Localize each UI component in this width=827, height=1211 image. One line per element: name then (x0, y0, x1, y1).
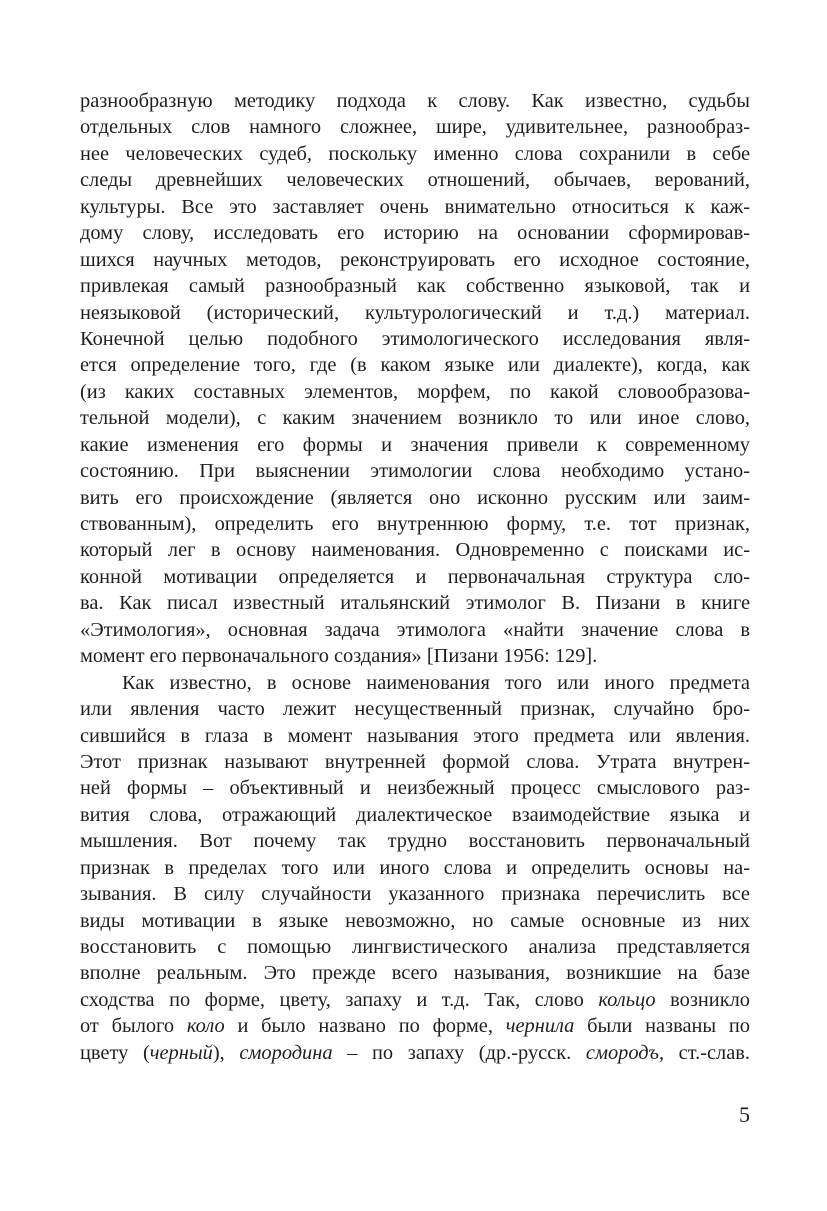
text-line (80, 1013, 750, 1039)
italic-example-word: коло (186, 1015, 225, 1038)
text-line: «Этимология», основная задача этимолога «найти значение слова в (80, 618, 750, 641)
text-segment: – по запаху (др.-русск. (332, 1041, 586, 1064)
text-segment: , ст.-слав. (658, 1041, 750, 1064)
text-line: (из каких составных элементов, морфем, по какой словообразова- (80, 380, 750, 403)
text-segment: от былого (80, 1015, 187, 1038)
text-line: вития слова, отражающий диалектическое взаимодействие языка и (80, 803, 750, 826)
text-line: зывания. В силу случайности указанного признака перечислить все (80, 883, 750, 906)
text-line: момент его первоначального создания» [Пизани 1956: 129]. (80, 645, 598, 668)
text-line: ва. Как писал известный итальянский этимолог В. Пизани в книге (80, 592, 750, 615)
text-line: виды мотивации в языке невозможно, но самые основные из них (80, 909, 750, 932)
text-line: культуры. Все это заставляет очень внимательно относиться к каж- (80, 195, 750, 218)
text-line: шихся научных методов, реконструировать его исходное состояние, (80, 248, 750, 271)
text-line: какие изменения его формы и значения привели к современному (80, 433, 750, 456)
text-line: Конечной целью подобного этимологического исследования явля- (80, 327, 750, 350)
italic-example-word: смородина (239, 1041, 333, 1064)
text-line: мышления. Вот почему так трудно восстановить первоначальный (80, 830, 750, 853)
text-line: который лег в основу наименования. Одновременно с поисками ис- (80, 539, 750, 562)
text-line: признак в пределах того или иного слова и определить основы на- (80, 856, 750, 879)
text-segment: сходства по форме, цвету, запаху и т.д. Так, слово (80, 988, 599, 1011)
text-line (80, 987, 750, 1013)
text-segment: возникло (655, 988, 750, 1011)
text-line: сившийся в глаза в момент называния этого предмета или явления. (80, 724, 750, 747)
text-line: отдельных слов намного сложнее, шире, удивительнее, разнообраз- (80, 116, 750, 139)
text-segment: ), (212, 1041, 240, 1064)
text-line (80, 1040, 750, 1066)
text-segment: были названы по (574, 1015, 751, 1038)
text-line: разнообразную методику подхода к слову. Как известно, судьбы (80, 90, 750, 112)
text-line: следы древнейших человеческих отношений, обычаев, верований, (80, 169, 750, 192)
italic-example-word: кольцо (598, 988, 656, 1011)
italic-example-word: чернила (505, 1015, 575, 1038)
text-line: нее человеческих судеб, поскольку именно слова сохранили в себе (80, 142, 750, 165)
text-line: конной мотивации определяется и первоначальная структура сло- (80, 565, 750, 588)
text-segment: цвету ( (80, 1041, 150, 1064)
text-line: дому слову, исследовать его историю на основании сформировав- (80, 222, 750, 245)
page-number: 5 (739, 1102, 750, 1127)
text-line: ется определение того, где (в каком языке или диалекте), когда, как (80, 354, 750, 377)
text-line: ней формы – объективный и неизбежный процесс смыслового раз- (80, 777, 750, 800)
paragraph-2 (80, 670, 750, 1067)
text-line: ствованным), определить его внутреннюю форму, т.е. тот признак, (80, 513, 750, 535)
text-line: привлекая самый разнообразный как собственно языковой, так и (80, 275, 750, 298)
body-text (80, 88, 750, 1066)
text-line: вить его происхождение (является оно исконно русским или заим- (80, 486, 750, 509)
paragraph-1 (80, 88, 750, 670)
text-line: неязыковой (исторический, культурологический и т.д.) материал. (80, 301, 750, 324)
text-line: или явления часто лежит несущественный признак, случайно бро- (80, 698, 750, 721)
italic-example-word: черный (149, 1041, 213, 1064)
text-line: состоянию. При выяснении этимологии слова необходимо устано- (80, 460, 750, 483)
text-line: восстановить с помощью лингвистического анализа представляется (80, 936, 750, 958)
text-line: Этот признак называют внутренней формой слова. Утрата внутрен- (80, 750, 750, 773)
text-line: Как известно, в основе наименования того или иного предмета (122, 671, 750, 694)
text-line: тельной модели), с каким значением возникло то или иное слово, (80, 407, 750, 430)
text-line: вполне реальным. Это прежде всего называния, возникшие на базе (80, 962, 750, 985)
italic-example-word: смородъ (585, 1041, 659, 1064)
text-segment: и было названо по форме, (224, 1015, 506, 1038)
